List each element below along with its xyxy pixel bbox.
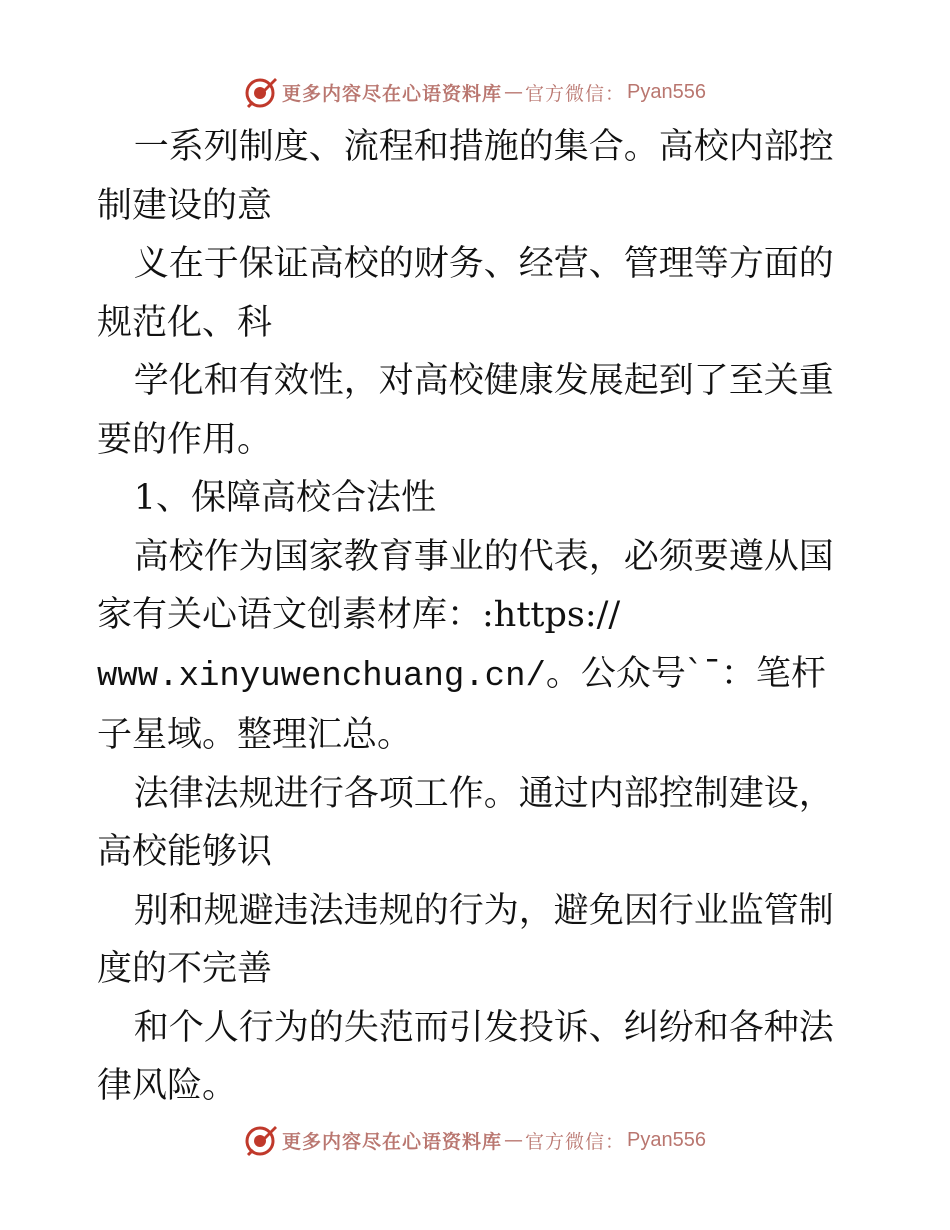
header-separator: — <box>504 81 524 103</box>
pen-logo-icon <box>244 1123 278 1157</box>
footer-wechat-id: Pyan556 <box>627 1128 706 1151</box>
paragraph: 别和规避违法违规的行为，避免因行业监管制度的不完善 <box>97 890 834 989</box>
footer-official-label: 官方微信： <box>525 1130 626 1153</box>
paragraph: 一系列制度、流程和措施的集合。高校内部控制建设的意 <box>97 127 834 226</box>
paragraph: 和个人行为的失范而引发投诉、纠纷和各种法律风险。 <box>97 1007 834 1106</box>
paragraph: 义在于保证高校的财务、经营、管理等方面的规范化、科 <box>97 244 834 343</box>
section-heading: 1、保障高校合法性 <box>133 478 437 518</box>
paragraph: 学化和有效性，对高校健康发展起到了至关重要的作用。 <box>97 361 834 460</box>
footer-separator: — <box>504 1129 524 1151</box>
footer-banner <box>0 1120 950 1160</box>
paragraph: 高校作为国家教育事业的代表，必须要遵从国家有关心语文创素材库：:https:// <box>97 536 834 635</box>
header-official-label: 官方微信： <box>525 82 626 105</box>
source-url: www.xinyuwenchuang.cn/ <box>97 657 546 696</box>
url-paragraph <box>97 645 857 765</box>
paragraph: 法律法规进行各项工作。通过内部控制建设，高校能够识 <box>97 773 834 872</box>
document-body <box>97 118 857 1116</box>
header-brand-text: 更多内容尽在心语资料库 <box>282 82 503 105</box>
url-paragraph-rest: 。公众号`¯：笔杆子星域。整理汇总。 <box>97 653 826 755</box>
header-wechat-id: Pyan556 <box>627 80 706 103</box>
footer-brand-text: 更多内容尽在心语资料库 <box>282 1130 503 1153</box>
pen-logo-icon <box>244 75 278 109</box>
header-banner <box>0 72 950 112</box>
